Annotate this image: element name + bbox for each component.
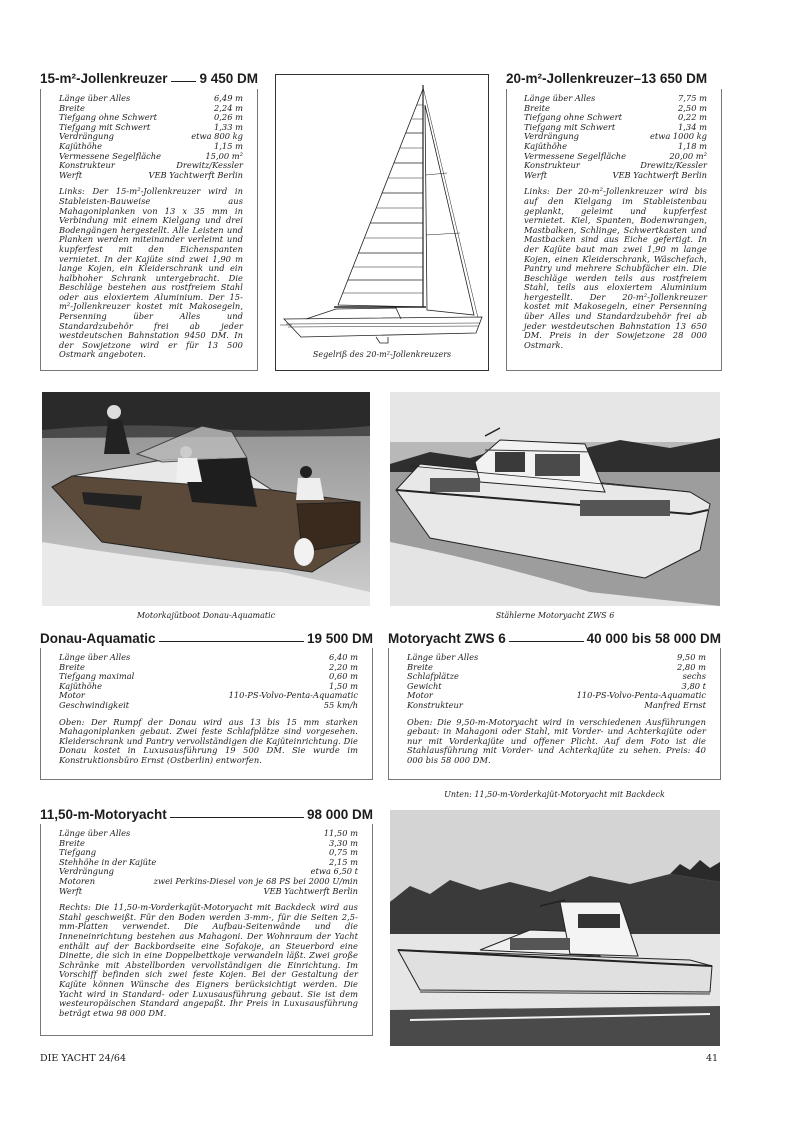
header-dash: – (633, 71, 642, 86)
zws6-description: Oben: Die 9,50-m-Motoryacht wird in verschiedenen Ausführungen gebaut: in Mahagoni oder Stahl, mit Vorder- und Achterkajüte oder nur mit Vorderkajüte und offener Plicht. Auf dem Foto ist die Stahlausführung mit Vorder- und Achterkajüte zu sehen. Preis: 40 000 bis 58 000 DM. (407, 716, 706, 765)
spec-value: 7,75 m (678, 93, 707, 103)
spec-value: 0,60 m (329, 671, 358, 682)
spec-value: 11,50 m (323, 828, 358, 838)
page-number: 41 (706, 1053, 719, 1064)
spec-label: Tiefgang ohne Schwert (59, 112, 157, 123)
spec-label: Konstrukteur (524, 160, 580, 171)
spec-label: Werft (59, 169, 83, 180)
jollen15-box (40, 89, 258, 371)
jollen20-header (506, 69, 722, 86)
zws6-box (388, 648, 721, 780)
spec-label: Kajüthöhe (59, 140, 102, 151)
sailplan-drawing (276, 75, 488, 345)
spec-label: Länge über Alles (407, 652, 479, 662)
spec-label: Tiefgang (59, 847, 97, 858)
spec-row (59, 839, 358, 849)
spec-row (407, 653, 706, 663)
spec-label: Breite (59, 837, 85, 848)
spec-value: 6,40 m (329, 652, 358, 662)
photo-donau-aquamatic (42, 392, 370, 606)
donau-description: Oben: Der Rumpf der Donau wird aus 13 bis 15 mm starken Mahagoniplanken gebaut. Zwei feste Schlafplätze sind vorgesehen. Kleiderschrank und Pantry vervollständigen die Kajüteinrichtung. Die Donau kostet in Luxusausführung 19 500 DM. Sie wurde im Konstruktionsbüro Ernst (Ostberlin) entworfen. (59, 716, 358, 765)
magazine-footer: DIE YACHT 24/64 (40, 1053, 127, 1064)
spec-value: 0,26 m (214, 112, 243, 123)
donau-title: Donau-Aquamatic (40, 631, 156, 646)
spec-value: 3,80 t (681, 680, 706, 691)
jollen20-title: 20-m²-Jollenkreuzer (506, 71, 634, 86)
spec-label: Vermessene Segelfläche (524, 150, 627, 161)
spec-row (59, 672, 358, 682)
spec-row (407, 672, 706, 682)
my1150-title: 11,50-m-Motoryacht (40, 807, 167, 822)
spec-value: sechs (682, 671, 706, 682)
spec-label: Werft (59, 885, 83, 896)
spec-value: Drewitz/Kessler (176, 160, 243, 171)
spec-row (59, 829, 358, 839)
spec-label: Breite (407, 661, 433, 672)
spec-value: zwei Perkins-Diesel von je 68 PS bei 2000 U/min (153, 875, 358, 886)
photo3-caption: Unten: 11,50-m-Vorderkajüt-Motoryacht mit Backdeck (444, 790, 665, 799)
spec-value: 0,22 m (678, 112, 707, 123)
spec-label: Verdrängung (59, 131, 114, 142)
spec-label: Schlafplätze (407, 671, 459, 682)
spec-row (59, 887, 358, 897)
spec-label: Geschwindigkeit (59, 699, 130, 710)
spec-label: Motor (59, 690, 85, 701)
photo1-caption: Motorkajütboot Donau-Aquamatic (136, 611, 276, 620)
spec-value: 3,30 m (329, 837, 358, 848)
spec-label: Tiefgang mit Schwert (59, 121, 151, 132)
sailplan-caption: Segelriß des 20-m²-Jollenkreuzers (312, 350, 452, 359)
spec-label: Tiefgang ohne Schwert (524, 112, 622, 123)
spec-row (524, 171, 707, 181)
donau-price: 19 500 DM (306, 631, 373, 646)
spec-label: Werft (524, 169, 548, 180)
spec-label: Motor (407, 690, 433, 701)
spec-value: 1,50 m (329, 680, 358, 691)
zws6-specs (407, 653, 706, 711)
motoryacht-image (390, 810, 720, 1046)
spec-label: Verdrängung (59, 866, 114, 877)
spec-value: etwa 800 kg (191, 131, 243, 142)
photo-zws6 (390, 392, 720, 606)
spec-value: etwa 1000 kg (649, 131, 707, 142)
spec-value: 2,24 m (214, 102, 243, 113)
donau-header (40, 629, 373, 646)
jollen15-price: 9 450 DM (199, 71, 258, 86)
my1150-header (40, 805, 373, 822)
spec-value: 110-PS-Volvo-Penta-Aquamatic (228, 690, 358, 701)
spec-label: Konstrukteur (59, 160, 115, 171)
jollen15-description: Links: Der 15-m²-Jollenkreuzer wird in Stableisten-Bauweise aus Mahagoniplanken von 13 x 35 mm in Verbindung mit einem Kielgang und drei Bodengängen hergestellt. Alle Leisten und Planken werden miteinander verleimt und kupferfest mit den Eichenspanten vernietet. In der Kajüte sind zwei 1,90 m lange Kojen, ein Kleiderschrank und ein halbhoher Schrank untergebracht. Die Beschläge bestehen aus rostfreiem Stahl oder aus eloxiertem Aluminium. Der 15-m²-Jollenkreuzer kostet mit Makosegeln, Persenning über Alles und Standardzubehör frei ab jeder westdeutschen Bahnstation 9450 DM. In der Sowjetzone wird er für 13 500 Ostmark angeboten. (59, 186, 243, 360)
spec-row (59, 653, 358, 663)
spec-row (59, 701, 358, 711)
my1150-price: 98 000 DM (306, 807, 373, 822)
spec-row (407, 701, 706, 711)
sailplan-frame (275, 74, 489, 371)
jollen20-description: Links: Der 20-m²-Jollenkreuzer wird bis auf den Kielgang im Stableistenbau geplankt, geleimt und kupferfest vernietet. Kiel, Spanten, Bodenwrangen, Mastbalken, Schlinge, Schwertkasten und Mastbacken sind aus Eiche gefertigt. In der Kajüte baut man zwei 1,90 m lange Kojen, einen Kleiderschrank, Wäschefach, Pantry und mehrere Schubfächer ein. Die Beschläge werden teils aus rostfreiem Stahl, teils aus eloxiertem Aluminium hergestellt. Der 20-m²-Jollenkreuzer kostet mit Makosegeln, einer Persenning über Alles und Standardzubehör frei ab jeder westdeutschen Bahnstation 13 650 DM. Preis in der Sowjetzone 28 000 Ostmark. (524, 186, 707, 350)
spec-label: Breite (524, 102, 550, 113)
spec-value: 0,75 m (329, 847, 358, 858)
spec-label: Breite (59, 661, 85, 672)
spec-value: 9,50 m (677, 652, 706, 662)
spec-label: Kajüthöhe (59, 680, 102, 691)
spec-label: Gewicht (407, 680, 442, 691)
spec-label: Motoren (59, 875, 96, 886)
zws6-title: Motoryacht ZWS 6 (388, 631, 506, 646)
header-rule (170, 817, 304, 818)
spec-label: Tiefgang maximal (59, 671, 135, 682)
spec-label: Konstrukteur (407, 699, 463, 710)
jollen15-title: 15-m²-Jollenkreuzer (40, 71, 168, 86)
spec-value: 6,49 m (214, 93, 243, 103)
donau-box (40, 648, 373, 780)
zws6-header (388, 629, 721, 646)
jollen15-header (40, 69, 258, 86)
spec-value: 15,00 m² (205, 150, 243, 161)
spec-row (59, 171, 243, 181)
spec-label: Länge über Alles (524, 93, 596, 103)
spec-label: Vermessene Segelfläche (59, 150, 162, 161)
spec-label: Stehhöhe in der Kajüte (59, 856, 157, 867)
spec-value: 55 km/h (323, 699, 358, 710)
photo-1150-motoryacht (390, 810, 720, 1046)
spec-value: 1,18 m (678, 140, 707, 151)
my1150-specs (59, 829, 358, 896)
spec-value: etwa 6,50 t (310, 866, 358, 877)
spec-value: Drewitz/Kessler (640, 160, 707, 171)
spec-value: 1,15 m (214, 140, 243, 151)
spec-label: Länge über Alles (59, 93, 131, 103)
my1150-description: Rechts: Die 11,50-m-Vorderkajüt-Motoryacht mit Backdeck wird aus Stahl geschweißt. Für den Boden werden 3-mm-, für die Seiten 2,5-mm-Platten verwendet. Die Aufbau-Seitenwände und die Inneneinrichtung bestehen aus Mahagoni. Der Wohnraum der Yacht enthält auf der Backbordseite eine Sofakoje, an Steuerbord eine Dinette, die sich in eine Doppelbettkoje verwandeln läßt. Zwei große Schränke mit Abstellborden vervollständigen die Einrichtung. Im Vorschiff befinden sich zwei feste Kojen. Bei der Gestaltung der Kajüte können Wünsche des Eigners berücksichtigt werden. Die Yacht wird in Standard- oder Luxusausführung gebaut. Sie ist dem westeuropäischen Standard angepaßt. Ihr Preis in Luxusausführung beträgt etwa 98 000 DM. (59, 902, 358, 1018)
spec-label: Tiefgang mit Schwert (524, 121, 616, 132)
spec-value: Manfred Ernst (644, 699, 706, 710)
spec-value: 2,80 m (677, 661, 706, 672)
jollen20-box (506, 89, 722, 371)
spec-value: 110-PS-Volvo-Penta-Aquamatic (576, 690, 706, 701)
spec-value: 20,00 m² (669, 150, 707, 161)
header-rule (159, 641, 304, 642)
zws6-boat-image (390, 392, 720, 606)
spec-value: 1,33 m (214, 121, 243, 132)
photo2-caption: Stählerne Motoryacht ZWS 6 (495, 611, 615, 620)
jollen20-price: 13 650 DM (641, 71, 708, 86)
spec-value: VEB Yachtwerft Berlin (148, 169, 243, 180)
header-rule (509, 641, 584, 642)
spec-label: Länge über Alles (59, 652, 131, 662)
spec-value: VEB Yachtwerft Berlin (263, 885, 358, 896)
donau-boat-image (42, 392, 370, 606)
spec-value: 2,15 m (329, 856, 358, 867)
jollen15-specs (59, 94, 243, 180)
header-rule (171, 81, 197, 82)
spec-value: 1,34 m (678, 121, 707, 132)
spec-value: VEB Yachtwerft Berlin (612, 169, 707, 180)
spec-label: Kajüthöhe (524, 140, 567, 151)
jollen20-specs (524, 94, 707, 180)
my1150-box (40, 824, 373, 1036)
zws6-price: 40 000 bis 58 000 DM (586, 631, 721, 646)
donau-specs (59, 653, 358, 711)
spec-value: 2,20 m (329, 661, 358, 672)
spec-value: 2,50 m (678, 102, 707, 113)
spec-label: Breite (59, 102, 85, 113)
spec-label: Verdrängung (524, 131, 579, 142)
spec-label: Länge über Alles (59, 828, 131, 838)
